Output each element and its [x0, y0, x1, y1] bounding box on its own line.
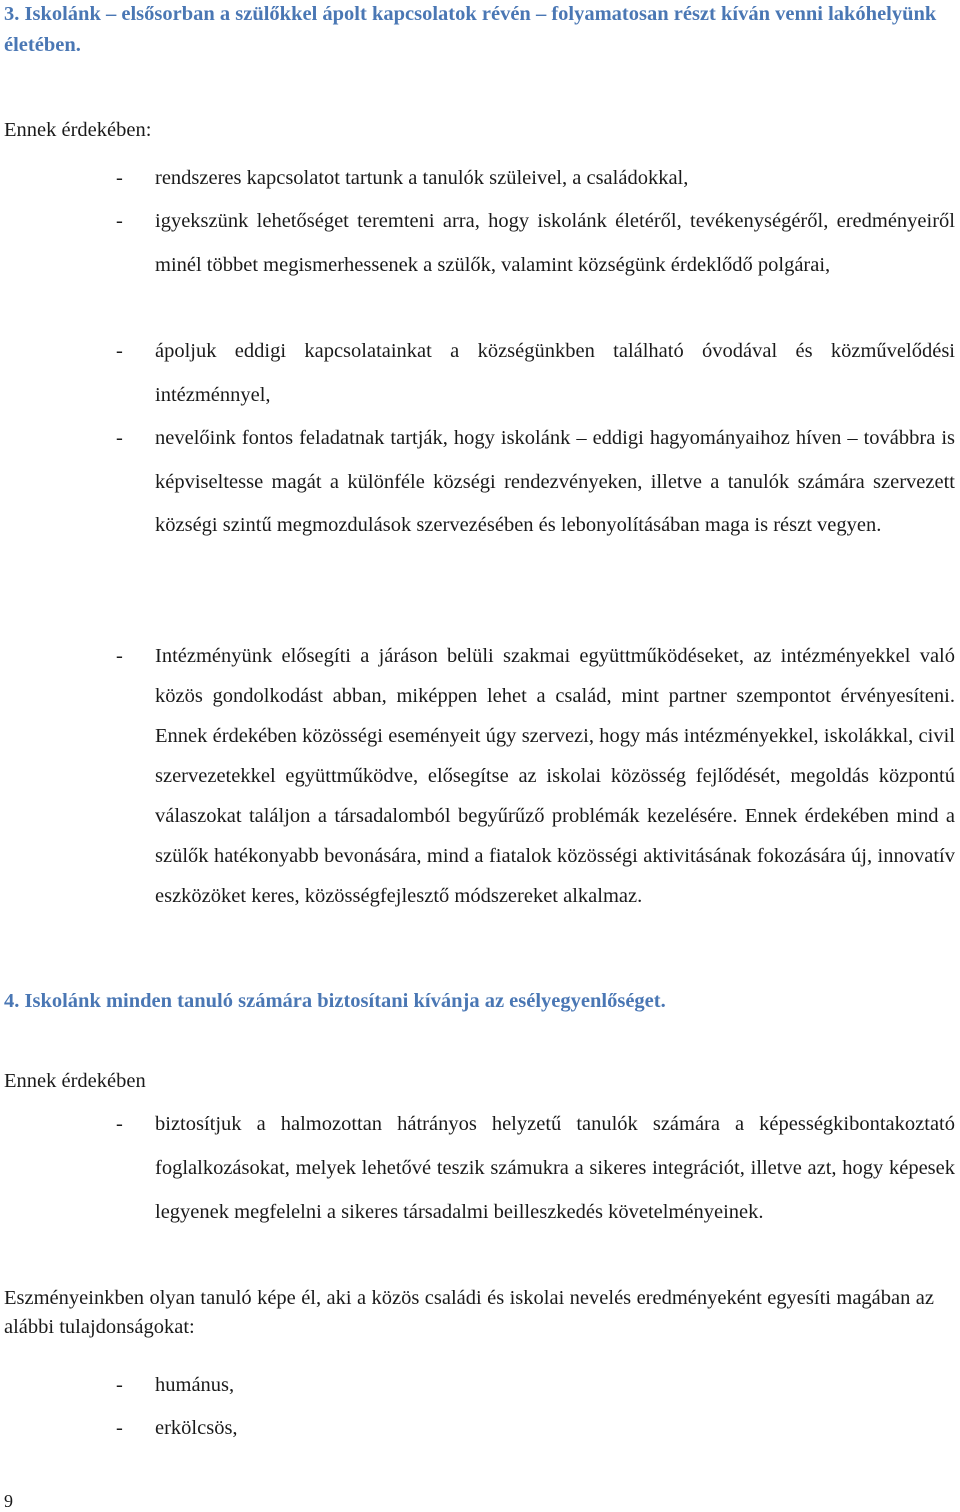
bullet-dash: - — [116, 1417, 123, 1439]
list-item-text: Intézményünk elősegíti a járáson belüli szakmai együttműködéseket, az intézményekkel való közös gondolkodást abban, miképpen lehet a család, mint partner szempontot érvényesíteni. Ennek érdekében közösségi eseményeit úgy szervezi, hogy más intézményekkel, iskolákkal, civil szervezetekkel együttműködve, elősegítse az iskolai közösség fejlődését, megoldás központú válaszokat találjon a társadalomból begyűrűző problémák kezelésére. Ennek érdekében mind a szülők hatékonyabb bevonására, mind a fiatalok közösségi aktivitásának fokozására új, innovatív eszközöket keres, közösségfejlesztő módszereket alkalmaz. — [155, 645, 955, 907]
ideal-student-paragraph: Eszményeinkben olyan tanuló képe él, aki a közös családi és iskolai nevelés eredményeként egyesíti magában az alábbi tulajdonságokat: — [4, 1287, 934, 1338]
bullet-dash: - — [116, 427, 123, 449]
bullet-dash: - — [116, 1113, 123, 1135]
list-item-text: nevelőink fontos feladatnak tartják, hogy iskolánk – eddigi hagyományaihoz híven – továbbra is képviseltesse magát a különféle községi rendezvényeken, illetve a tanulók számára szervezett községi szintű megmozdulások szervezésében és lebonyolításában maga is részt vegyen. — [155, 427, 955, 536]
list-item-text: ápoljuk eddigi kapcsolatainkat a községünkben található óvodával és közművelődési intézménnyel, — [155, 340, 955, 406]
section-3-intro: Ennek érdekében: — [4, 119, 152, 141]
section-4-intro: Ennek érdekében — [4, 1070, 146, 1092]
list-item-text: humánus, — [155, 1374, 235, 1396]
bullet-dash: - — [116, 645, 123, 667]
bullet-dash: - — [116, 210, 123, 232]
list-item-text: igyekszünk lehetőséget teremteni arra, hogy iskolánk életéről, tevékenységéről, eredményeiről minél többet megismerhessenek a szülők, valamint községünk érdeklődő polgárai, — [155, 210, 955, 276]
bullet-dash: - — [116, 1374, 123, 1396]
section-3-heading: 3. Iskolánk – elsősorban a szülőkkel ápolt kapcsolatok révén – folyamatosan részt kíván venni lakóhelyünk életében. — [4, 3, 937, 56]
list-item-text: biztosítjuk a halmozottan hátrányos helyzetű tanulók számára a képességkibontakoztató foglalkozásokat, melyek lehetővé teszik számukra a sikeres integrációt, illetve azt, hogy képesek legyenek megfelelni a sikeres társadalmi beilleszkedés követelményeinek. — [155, 1113, 955, 1223]
bullet-dash: - — [116, 340, 123, 362]
list-item-text: erkölcsös, — [155, 1417, 238, 1439]
section-4-heading: 4. Iskolánk minden tanuló számára biztosítani kívánja az esélyegyenlőséget. — [4, 990, 666, 1012]
list-item-text: rendszeres kapcsolatot tartunk a tanulók szüleivel, a családokkal, — [155, 167, 689, 189]
bullet-dash: - — [116, 167, 123, 189]
page-number: 9 — [4, 1491, 13, 1511]
